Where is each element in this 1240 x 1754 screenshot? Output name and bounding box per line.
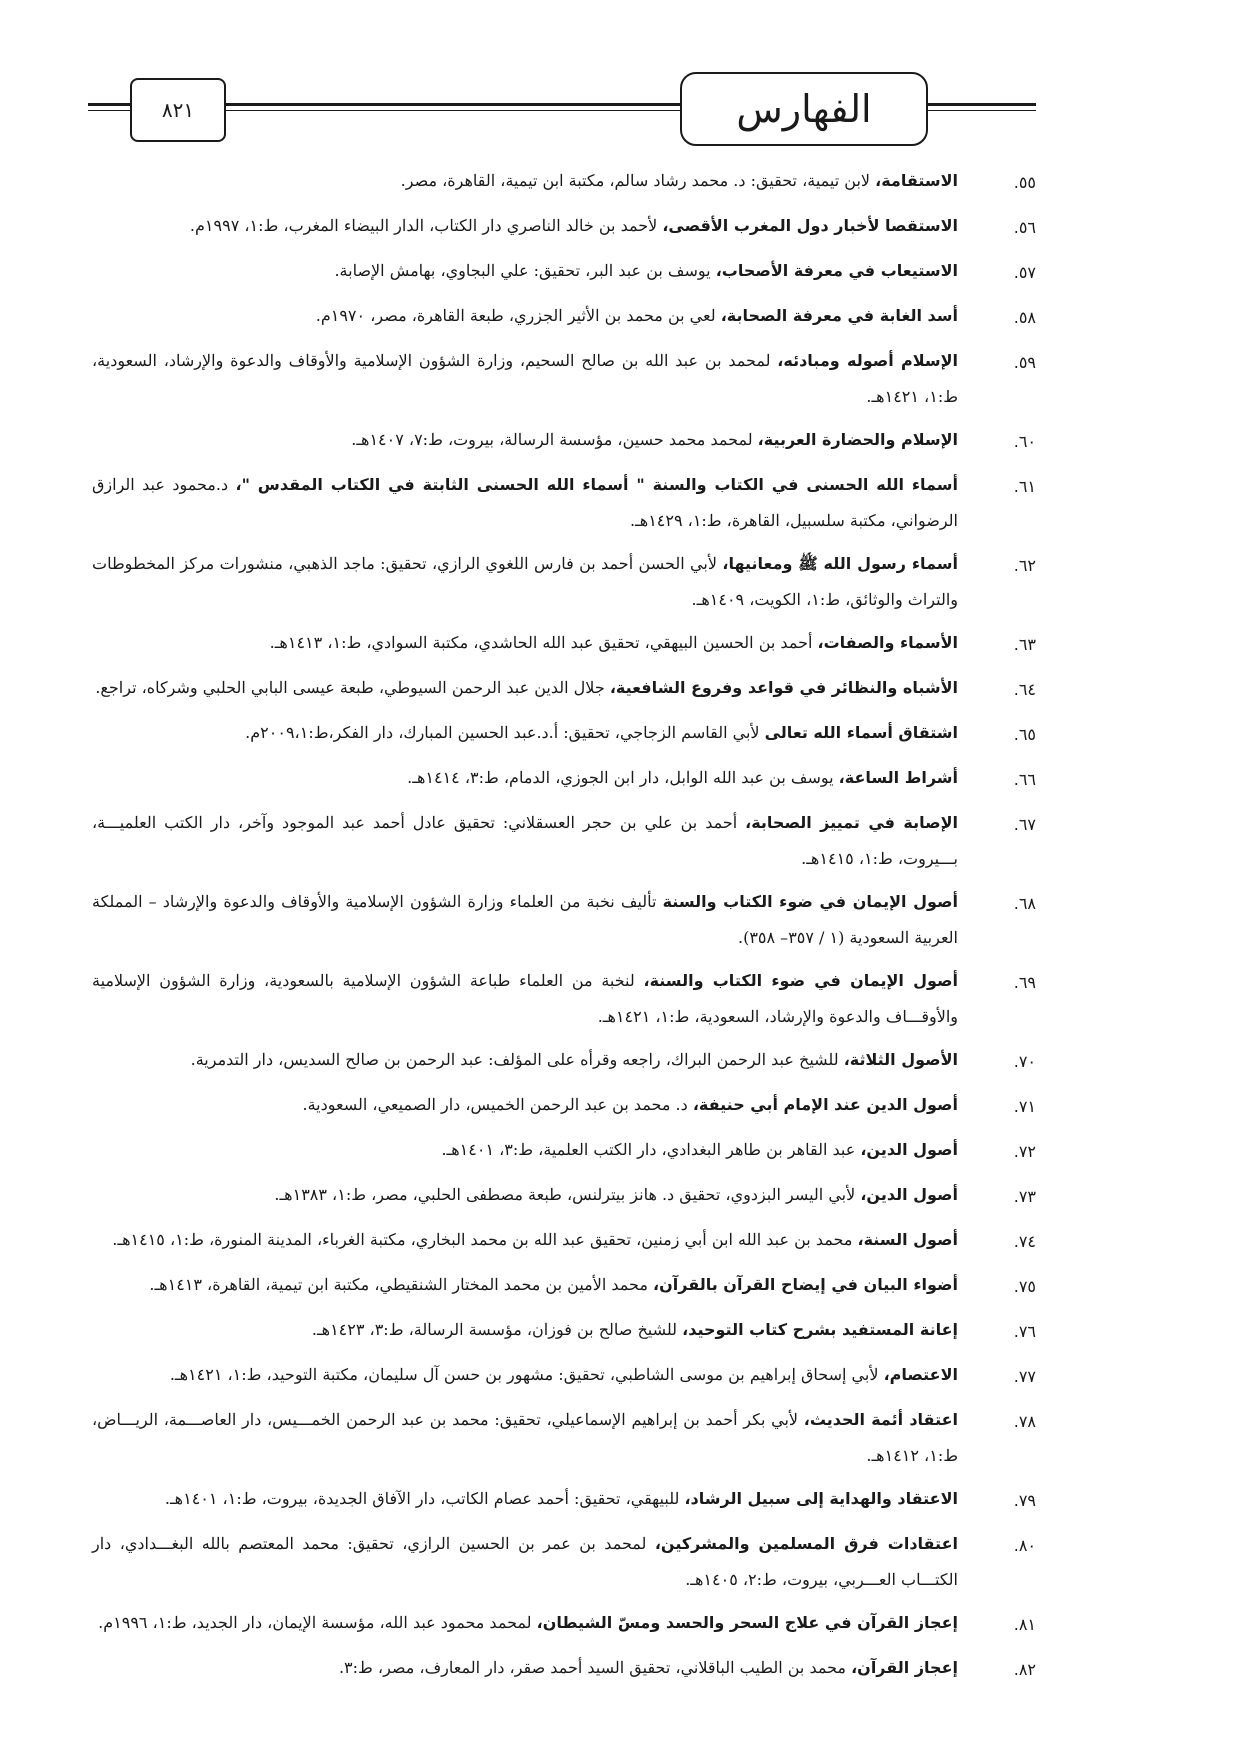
entry-number: ٦٠. <box>1013 432 1036 451</box>
entry-number: ٧١. <box>1013 1097 1036 1116</box>
entry-title: اعتقاد أئمة الحديث، <box>803 1410 959 1429</box>
header-rule-left <box>88 103 130 106</box>
entry-text <box>92 546 958 618</box>
entry-number: ٦٨. <box>1013 894 1036 913</box>
list-item <box>92 805 1036 877</box>
entry-details: للشيخ صالح بن فوزان، مؤسسة الرسالة، ط:٣، ١٤٢٣هـ. <box>311 1320 683 1339</box>
entry-title: أصول الدين، <box>860 1185 958 1204</box>
list-item <box>92 1526 1036 1598</box>
list-item <box>92 625 1036 663</box>
entry-details: لمحمد محمود عبد الله، مؤسسة الإيمان، دار الجديد، ط:١، ١٩٩٦م. <box>98 1613 537 1632</box>
entry-number: ٧٩. <box>1013 1491 1036 1510</box>
list-item <box>92 884 1036 956</box>
entry-details: لمحمد بن عبد الله بن صالح السحيم، وزارة الشؤون الإسلامية والأوقاف والدعوة والإرشاد، السعودية، ط:١، ١٤٢١هـ. <box>92 351 958 406</box>
list-item <box>92 546 1036 618</box>
page-header <box>0 0 1240 160</box>
entry-number: ٧٤. <box>1013 1232 1036 1251</box>
list-item <box>92 343 1036 415</box>
entry-details: د. محمد بن عبد الرحمن الخميس، دار الصميعي، السعودية. <box>302 1095 693 1114</box>
entry-details: لابن تيمية، تحقيق: د. محمد رشاد سالم، مكتبة ابن تيمية، القاهرة، مصر. <box>400 171 876 190</box>
entry-details: لأحمد بن خالد الناصري دار الكتاب، الدار البيضاء المغرب، ط:١، ١٩٩٧م. <box>189 216 663 235</box>
entry-details: لأبي بكر أحمد بن إبراهيم الإسماعيلي، تحقيق: محمد بن عبد الرحمن الخمـــيس، دار العاصـــمة، الريـــاض، ط:١، ١٤١٢هـ. <box>92 1410 958 1465</box>
entry-text <box>92 343 958 415</box>
bibliography-list <box>92 163 1036 1695</box>
list-item <box>92 963 1036 1035</box>
entry-details: محمد بن الطيب الباقلاني، تحقيق السيد أحمد صقر، دار المعارف، مصر، ط:٣. <box>338 1658 852 1677</box>
header-rule-right <box>926 103 1036 106</box>
header-rule-right-thin <box>926 110 1036 111</box>
entry-text <box>92 422 958 458</box>
section-title: الفهارس <box>680 72 928 146</box>
entry-text <box>92 1605 958 1641</box>
entry-text <box>92 298 958 334</box>
entry-text <box>92 1132 958 1168</box>
entry-number: ٧٧. <box>1013 1367 1036 1386</box>
entry-title: الأسماء والصفات، <box>817 633 958 652</box>
entry-text <box>92 805 958 877</box>
entry-details: لمحمد محمد حسين، مؤسسة الرسالة، بيروت، ط:٧، ١٤٠٧هـ. <box>351 430 758 449</box>
entry-text <box>92 1402 958 1474</box>
list-item <box>92 715 1036 753</box>
entry-text <box>92 163 958 199</box>
entry-number: ٦٤. <box>1013 680 1036 699</box>
entry-details: لمحمد بن عمر بن الحسين الرازي، تحقيق: محمد المعتصم بالله البغـــدادي، دار الكتـــاب العـــربي، بيروت، ط:٢، ١٤٠٥هـ. <box>92 1534 958 1589</box>
entry-title: إعانة المستفيد بشرح كتاب التوحيد، <box>682 1320 958 1339</box>
entry-title: الاعتقاد والهداية إلى سبيل الرشاد، <box>684 1489 958 1508</box>
list-item <box>92 1222 1036 1260</box>
list-item <box>92 1177 1036 1215</box>
entry-text <box>92 715 958 751</box>
list-item <box>92 298 1036 336</box>
entry-number: ٨٠. <box>1013 1536 1036 1555</box>
entry-title: أضواء البيان في إيضاح القرآن بالقرآن، <box>653 1275 958 1294</box>
entry-details: عبد القاهر بن طاهر البغدادي، دار الكتب العلمية، ط:٣، ١٤٠١هـ. <box>441 1140 861 1159</box>
entry-title: الاستقامة، <box>875 171 958 190</box>
entry-title: إعجاز القرآن في علاج السحر والحسد ومسّ الشيطان، <box>536 1613 958 1632</box>
header-rule-middle-thin <box>224 110 680 111</box>
list-item <box>92 163 1036 201</box>
list-item <box>92 1650 1036 1688</box>
list-item <box>92 1481 1036 1519</box>
entry-number: ٧٣. <box>1013 1187 1036 1206</box>
entry-details: أحمد بن علي بن حجر العسقلاني: تحقيق عادل أحمد عبد الموجود وآخر، دار الكتب العلميـــة، بـــيروت، ط:١، ١٤١٥هـ. <box>92 813 958 868</box>
entry-number: ٦٥. <box>1013 725 1036 744</box>
list-item <box>92 1357 1036 1395</box>
entry-number: ٧٠. <box>1013 1052 1036 1071</box>
entry-text <box>92 670 958 706</box>
entry-title: أصول السنة، <box>857 1230 958 1249</box>
entry-title: الأشباه والنظائر في قواعد وفروع الشافعية، <box>609 678 958 697</box>
entry-details: تأليف نخبة من العلماء وزارة الشؤون الإسلامية والأوقاف والدعوة والإرشاد – المملكة العربية السعودية (١ / ٣٥٧– ٣٥٨). <box>92 892 958 947</box>
entry-title: الإسلام والحضارة العربية، <box>757 430 958 449</box>
entry-number: ٧٢. <box>1013 1142 1036 1161</box>
entry-number: ٦٧. <box>1013 815 1036 834</box>
entry-title: إعجاز القرآن، <box>851 1658 958 1677</box>
entry-number: ٥٥. <box>1013 173 1036 192</box>
entry-details: أحمد بن الحسين البيهقي، تحقيق عبد الله الحاشدي، مكتبة السوادي، ط:١، ١٤١٣هـ. <box>269 633 818 652</box>
page-number: ٨٢١ <box>130 78 226 142</box>
entry-text <box>92 1087 958 1123</box>
entry-text <box>92 253 958 289</box>
entry-number: ٧٥. <box>1013 1277 1036 1296</box>
entry-text <box>92 1650 958 1686</box>
entry-title: أصول الإيمان في ضوء الكتاب والسنة <box>662 892 958 911</box>
entry-title: الاستيعاب في معرفة الأصحاب، <box>715 261 958 280</box>
list-item <box>92 1042 1036 1080</box>
header-rule-middle <box>224 103 680 106</box>
entry-number: ٥٩. <box>1013 353 1036 372</box>
entry-number: ٥٦. <box>1013 218 1036 237</box>
entry-details: لأبي إسحاق إبراهيم بن موسى الشاطبي، تحقيق: مشهور بن حسن آل سليمان، مكتبة التوحيد، ط:١، ١٤٢١هـ. <box>169 1365 884 1384</box>
list-item <box>92 1402 1036 1474</box>
entry-text <box>92 760 958 796</box>
entry-title: أسد الغابة في معرفة الصحابة، <box>720 306 958 325</box>
entry-text <box>92 208 958 244</box>
entry-title: أصول الدين، <box>860 1140 958 1159</box>
list-item <box>92 760 1036 798</box>
entry-title: الإسلام أصوله ومبادئه، <box>777 351 958 370</box>
entry-number: ٦٢. <box>1013 556 1036 575</box>
list-item <box>92 1605 1036 1643</box>
entry-details: يوسف بن عبد الله الوابل، دار ابن الجوزي، الدمام، ط:٣، ١٤١٤هـ. <box>407 768 839 787</box>
entry-text <box>92 884 958 956</box>
entry-title: الاعتصام، <box>883 1365 958 1384</box>
list-item <box>92 208 1036 246</box>
entry-number: ٦١. <box>1013 477 1036 496</box>
entry-details: محمد بن عبد الله ابن أبي زمنين، تحقيق عبد الله بن محمد البخاري، مكتبة الغرباء، المدينة المنورة، ط:١، ١٤١٥هـ. <box>112 1230 858 1249</box>
entry-number: ٦٣. <box>1013 635 1036 654</box>
entry-number: ٧٨. <box>1013 1412 1036 1431</box>
entry-title: أشراط الساعة، <box>838 768 958 787</box>
entry-title: أسماء رسول الله ﷺ ومعانيها، <box>722 554 959 573</box>
entry-details: يوسف بن عبد البر، تحقيق: علي البجاوي، بهامش الإصابة. <box>334 261 716 280</box>
entry-text <box>92 1222 958 1258</box>
list-item <box>92 422 1036 460</box>
entry-text <box>92 1357 958 1393</box>
list-item <box>92 1087 1036 1125</box>
entry-details: لأبي القاسم الزجاجي، تحقيق: أ.د.عبد الحسين المبارك، دار الفكر،ط:٢٠٠٩،١م. <box>245 723 765 742</box>
entry-text <box>92 1526 958 1598</box>
entry-text <box>92 1042 958 1078</box>
entry-number: ٥٧. <box>1013 263 1036 282</box>
entry-details: للشيخ عبد الرحمن البراك، راجعه وقرأه على المؤلف: عبد الرحمن بن صالح السديس، دار التدمرية. <box>190 1050 844 1069</box>
entry-text <box>92 1177 958 1213</box>
entry-text <box>92 467 958 539</box>
entry-text <box>92 1267 958 1303</box>
entry-number: ٨١. <box>1013 1615 1036 1634</box>
entry-number: ٦٩. <box>1013 973 1036 992</box>
list-item <box>92 1132 1036 1170</box>
entry-title: الإصابة في تمييز الصحابة، <box>745 813 958 832</box>
list-item <box>92 1267 1036 1305</box>
entry-text <box>92 1312 958 1348</box>
entry-text <box>92 1481 958 1517</box>
entry-title: أصول الدين عند الإمام أبي حنيفة، <box>692 1095 958 1114</box>
entry-details: لعي بن محمد بن الأثير الجزري، طبعة القاهرة، مصر، ١٩٧٠م. <box>315 306 721 325</box>
entry-number: ٨٢. <box>1013 1660 1036 1679</box>
entry-details: لنخبة من العلماء طباعة الشؤون الإسلامية بالسعودية، وزارة الشؤون الإسلامية والأوقـــاف والدعوة والإرشاد، السعودية، ط:١، ١٤٢١هـ. <box>92 971 958 1026</box>
entry-details: لأبي الحسن أحمد بن فارس اللغوي الرازي، تحقيق: ماجد الذهبي، منشورات مركز المخطوطات والتراث والوثائق، ط:١، الكويت، ١٤٠٩هـ. <box>92 554 958 609</box>
entry-text <box>92 963 958 1035</box>
entry-number: ٧٦. <box>1013 1322 1036 1341</box>
entry-title: الاستقصا لأخبار دول المغرب الأقصى، <box>662 216 958 235</box>
entry-title: أصول الإيمان في ضوء الكتاب والسنة، <box>643 971 958 990</box>
header-rule-left-thin <box>88 110 130 111</box>
entry-title: اعتقادات فرق المسلمين والمشركين، <box>654 1534 959 1553</box>
entry-details: د.محمود عبد الرازق الرضواني، مكتبة سلسبيل، القاهرة، ط:١، ١٤٢٩هـ. <box>92 475 958 530</box>
entry-text <box>92 625 958 661</box>
entry-title: أسماء الله الحسنى في الكتاب والسنة " أسماء الله الحسنى الثابتة في الكتاب المقدس "، <box>235 475 959 494</box>
entry-title: اشتقاق أسماء الله تعالى <box>764 723 958 742</box>
entry-details: جلال الدين عبد الرحمن السيوطي، طبعة عيسى البابي الحلبي وشركاه، تراجع. <box>95 678 610 697</box>
list-item <box>92 467 1036 539</box>
list-item <box>92 1312 1036 1350</box>
entry-number: ٦٦. <box>1013 770 1036 789</box>
list-item <box>92 670 1036 708</box>
entry-title: الأصول الثلاثة، <box>843 1050 958 1069</box>
entry-details: محمد الأمين بن محمد المختار الشنقيطي، مكتبة ابن تيمية، القاهرة، ١٤١٣هـ. <box>149 1275 654 1294</box>
entry-number: ٥٨. <box>1013 308 1036 327</box>
entry-details: لأبي اليسر البزدوي، تحقيق د. هانز بيترلنس، طبعة مصطفى الحلبي، مصر، ط:١، ١٣٨٣هـ. <box>274 1185 861 1204</box>
entry-details: للبيهقي، تحقيق: أحمد عصام الكاتب، دار الآفاق الجديدة، بيروت، ط:١، ١٤٠١هـ. <box>164 1489 685 1508</box>
list-item <box>92 253 1036 291</box>
